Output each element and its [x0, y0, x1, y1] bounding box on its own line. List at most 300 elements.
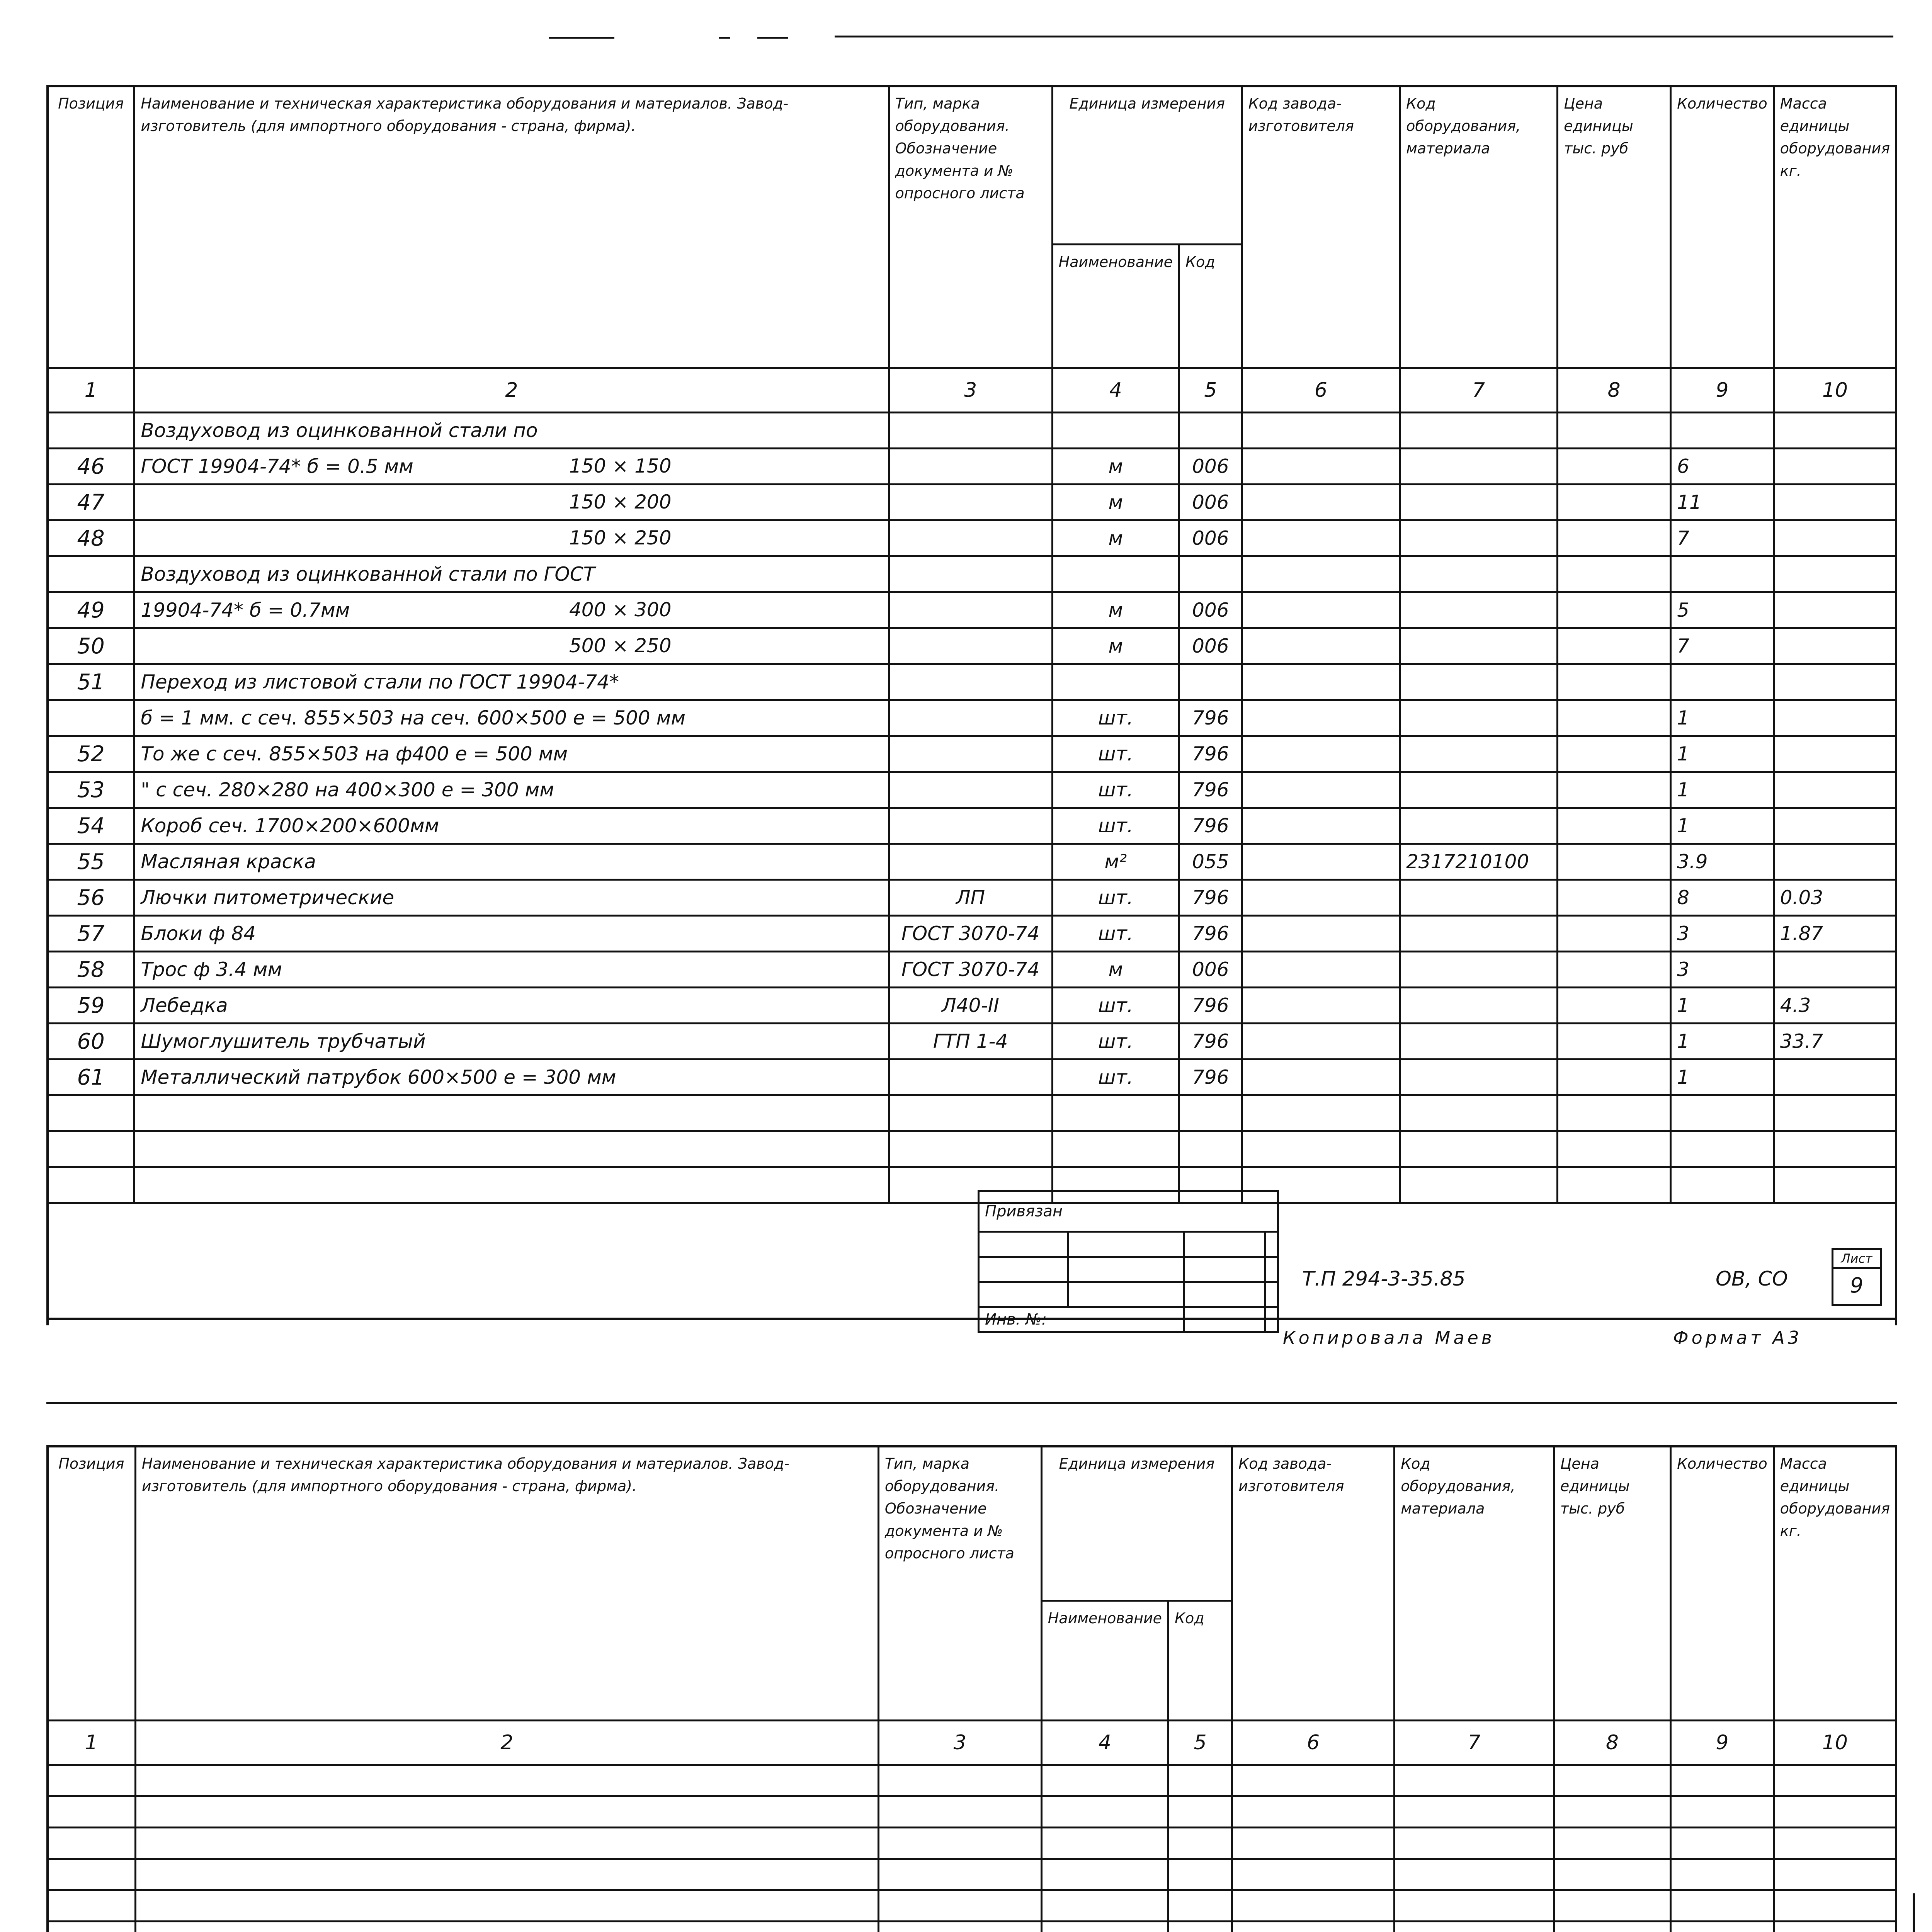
stamp-title: Привязан	[979, 1191, 1278, 1232]
col-number: 3	[889, 368, 1052, 413]
maker-code-cell	[1242, 449, 1400, 485]
unit-code-cell: 796	[1179, 700, 1242, 736]
equip-code-cell	[1400, 628, 1558, 664]
empty-table-row	[48, 1922, 1896, 1932]
maker-code-cell	[1242, 1024, 1400, 1060]
qty-cell: 8	[1671, 880, 1774, 916]
mass-cell	[1774, 592, 1896, 628]
table-row	[48, 520, 1896, 556]
empty-cell	[1041, 1922, 1168, 1932]
col-header-price: Цена единицы тыс. руб	[1554, 1446, 1670, 1721]
qty-cell: 1	[1671, 772, 1774, 808]
empty-cell	[48, 1765, 136, 1796]
price-cell	[1558, 880, 1671, 916]
price-cell	[1558, 700, 1671, 736]
empty-cell	[1395, 1796, 1554, 1828]
empty-cell	[48, 1859, 136, 1890]
empty-cell	[878, 1828, 1041, 1859]
mass-cell	[1774, 736, 1896, 772]
type-cell: ГОСТ 3070-74	[889, 916, 1052, 952]
sheet-number: 9	[1850, 1273, 1864, 1298]
section-code: ОВ, СО	[1716, 1267, 1788, 1291]
price-cell	[1558, 520, 1671, 556]
column-number-row	[48, 1721, 1896, 1765]
item-name: Воздуховод из оцинкованной стали по ГОСТ	[141, 563, 595, 585]
col-header-equip-code: Код оборудования, материала	[1395, 1446, 1554, 1721]
name-cell	[134, 556, 889, 592]
name-cell	[134, 880, 889, 916]
mass-cell	[1774, 413, 1896, 449]
unit-cell	[1052, 1095, 1179, 1131]
maker-code-cell	[1242, 1060, 1400, 1095]
table-row	[48, 664, 1896, 700]
col-number: 2	[134, 368, 889, 413]
type-cell	[889, 1095, 1052, 1131]
maker-code-cell	[1242, 592, 1400, 628]
empty-cell	[1554, 1765, 1670, 1796]
item-name: б = 1 мм. с сеч. 855×503 на сеч. 600×500 е = 500 мм	[141, 707, 686, 729]
qty-cell: 3	[1671, 916, 1774, 952]
spec-sheet-9	[46, 85, 1897, 1348]
unit-cell: шт.	[1052, 1024, 1179, 1060]
maker-code-cell	[1242, 772, 1400, 808]
col-number: 1	[48, 1721, 136, 1765]
qty-cell: 1	[1671, 1024, 1774, 1060]
type-cell	[889, 772, 1052, 808]
table-row	[48, 1131, 1896, 1167]
empty-cell	[135, 1922, 878, 1932]
col-header-maker-code: Код завода-изготовителя	[1232, 1446, 1395, 1721]
equip-code-cell	[1400, 772, 1558, 808]
empty-cell	[1554, 1828, 1670, 1859]
position-cell: 61	[48, 1060, 134, 1095]
unit-cell: шт.	[1052, 772, 1179, 808]
empty-cell	[878, 1796, 1041, 1828]
col-header-type: Тип, марка оборудования. Обозначение документа и № опросного листа	[878, 1446, 1041, 1721]
price-cell	[1558, 1131, 1671, 1167]
unit-code-cell: 796	[1179, 880, 1242, 916]
col-header-unit-code: Код	[1179, 245, 1242, 368]
unit-cell: м	[1052, 592, 1179, 628]
empty-cell	[1232, 1922, 1395, 1932]
table-row	[48, 413, 1896, 449]
empty-table-row	[48, 1890, 1896, 1922]
empty-cell	[1671, 1922, 1774, 1932]
col-header-maker-code: Код завода-изготовителя	[1242, 86, 1400, 368]
empty-table-row	[48, 1796, 1896, 1828]
position-cell	[48, 700, 134, 736]
name-cell	[134, 413, 889, 449]
col-header-name: Наименование и техническая характеристика оборудования и материалов. Завод-изготовитель (для импортного оборудования - страна, фирма).	[135, 1446, 878, 1721]
col-number: 3	[878, 1721, 1041, 1765]
col-header-unit: Единица измерения	[1041, 1446, 1232, 1601]
price-cell	[1558, 449, 1671, 485]
unit-cell: шт.	[1052, 736, 1179, 772]
empty-cell	[135, 1796, 878, 1828]
unit-code-cell: 006	[1179, 592, 1242, 628]
unit-code-cell: 055	[1179, 844, 1242, 880]
position-cell: 52	[48, 736, 134, 772]
maker-code-cell	[1242, 700, 1400, 736]
equip-code-cell	[1400, 700, 1558, 736]
item-dimension: 500 × 250	[569, 634, 672, 657]
top-mark-short	[549, 37, 614, 39]
sheet-label: Лист	[1833, 1250, 1880, 1269]
equip-code-cell	[1400, 664, 1558, 700]
unit-cell: шт.	[1052, 1060, 1179, 1095]
equip-code-cell	[1400, 1095, 1558, 1131]
item-name: Трос ф 3.4 мм	[141, 958, 282, 981]
sheet-separator-rule	[46, 1402, 1897, 1404]
qty-cell	[1671, 1095, 1774, 1131]
unit-code-cell: 006	[1179, 520, 1242, 556]
position-cell: 57	[48, 916, 134, 952]
col-number: 9	[1671, 368, 1774, 413]
empty-cell	[878, 1859, 1041, 1890]
empty-cell	[1395, 1765, 1554, 1796]
item-name: Блоки ф 84	[141, 922, 256, 945]
empty-cell	[135, 1859, 878, 1890]
price-cell	[1558, 808, 1671, 844]
position-cell: 54	[48, 808, 134, 844]
unit-code-cell	[1179, 556, 1242, 592]
col-header-unit-name: Наименование	[1041, 1601, 1168, 1721]
mass-cell: 33.7	[1774, 1024, 1896, 1060]
col-number: 4	[1052, 368, 1179, 413]
empty-cell	[1232, 1828, 1395, 1859]
empty-cell	[1671, 1828, 1774, 1859]
maker-code-cell	[1242, 1131, 1400, 1167]
name-cell	[134, 592, 889, 628]
equip-code-cell	[1400, 1167, 1558, 1203]
equip-code-cell	[1400, 952, 1558, 988]
empty-cell	[1554, 1890, 1670, 1922]
type-cell	[889, 1131, 1052, 1167]
qty-cell	[1671, 556, 1774, 592]
empty-cell	[135, 1765, 878, 1796]
equip-code-cell	[1400, 808, 1558, 844]
col-header-pos: Позиция	[48, 86, 134, 368]
name-cell	[134, 736, 889, 772]
qty-cell	[1671, 1131, 1774, 1167]
position-cell: 53	[48, 772, 134, 808]
table-row	[48, 592, 1896, 628]
col-number: 5	[1179, 368, 1242, 413]
empty-cell	[1168, 1859, 1232, 1890]
table-row	[48, 1060, 1896, 1095]
type-cell	[889, 413, 1052, 449]
empty-cell	[878, 1890, 1041, 1922]
empty-cell	[1671, 1859, 1774, 1890]
type-cell: ЛП	[889, 880, 1052, 916]
price-cell	[1558, 664, 1671, 700]
empty-cell	[48, 1828, 136, 1859]
name-cell	[134, 1024, 889, 1060]
mass-cell	[1774, 1095, 1896, 1131]
empty-cell	[135, 1828, 878, 1859]
empty-cell	[1395, 1922, 1554, 1932]
empty-cell	[1671, 1796, 1774, 1828]
name-cell	[134, 952, 889, 988]
qty-cell: 7	[1671, 628, 1774, 664]
table-row	[48, 952, 1896, 988]
unit-code-cell: 796	[1179, 736, 1242, 772]
mass-cell	[1774, 664, 1896, 700]
position-cell	[48, 556, 134, 592]
col-header-unit-code: Код	[1168, 1601, 1232, 1721]
empty-cell	[1774, 1765, 1896, 1796]
table-row	[48, 485, 1896, 520]
empty-cell	[1041, 1796, 1168, 1828]
mass-cell	[1774, 844, 1896, 880]
col-header-pos: Позиция	[48, 1446, 136, 1721]
empty-cell	[1041, 1859, 1168, 1890]
mass-cell	[1774, 628, 1896, 664]
empty-cell	[48, 1796, 136, 1828]
header-row	[48, 1446, 1896, 1601]
col-number: 7	[1395, 1721, 1554, 1765]
mass-cell	[1774, 772, 1896, 808]
table-row	[48, 772, 1896, 808]
unit-code-cell: 006	[1179, 485, 1242, 520]
item-name: 19904-74* б = 0.7мм	[141, 599, 350, 621]
table-row	[48, 1167, 1896, 1203]
maker-code-cell	[1242, 808, 1400, 844]
table-row	[48, 988, 1896, 1024]
mass-cell	[1774, 1060, 1896, 1095]
item-dimension: 400 × 300	[569, 599, 672, 621]
col-number: 2	[135, 1721, 878, 1765]
unit-code-cell: 796	[1179, 988, 1242, 1024]
maker-code-cell	[1242, 880, 1400, 916]
name-cell	[134, 449, 889, 485]
qty-cell: 7	[1671, 520, 1774, 556]
maker-code-cell	[1242, 664, 1400, 700]
unit-code-cell	[1179, 1131, 1242, 1167]
position-cell	[48, 1167, 134, 1203]
mass-cell: 4.3	[1774, 988, 1896, 1024]
name-cell	[134, 1167, 889, 1203]
empty-cell	[1168, 1828, 1232, 1859]
price-cell	[1558, 916, 1671, 952]
maker-code-cell	[1242, 413, 1400, 449]
type-cell	[889, 700, 1052, 736]
doc-code: Т.П 294-3-35.85	[1302, 1267, 1466, 1291]
empty-table-row	[48, 1859, 1896, 1890]
price-cell	[1558, 413, 1671, 449]
item-name: То же с сеч. 855×503 на ф400 е = 500 мм	[141, 743, 568, 765]
unit-code-cell: 006	[1179, 449, 1242, 485]
position-cell	[48, 413, 134, 449]
mass-cell: 1.87	[1774, 916, 1896, 952]
unit-code-cell	[1179, 664, 1242, 700]
name-cell	[134, 808, 889, 844]
unit-cell: шт.	[1052, 880, 1179, 916]
col-header-qty: Количество	[1671, 1446, 1774, 1721]
empty-cell	[1774, 1796, 1896, 1828]
unit-cell	[1052, 664, 1179, 700]
mass-cell	[1774, 1167, 1896, 1203]
binding-stamp	[978, 1190, 1279, 1333]
maker-code-cell	[1242, 628, 1400, 664]
frame-bottom-rule	[46, 1318, 1897, 1320]
table-row	[48, 844, 1896, 880]
mass-cell	[1774, 1131, 1896, 1167]
spec-table	[46, 1445, 1897, 1932]
empty-cell	[1774, 1922, 1896, 1932]
type-cell: ГТП 1-4	[889, 1024, 1052, 1060]
name-cell	[134, 844, 889, 880]
empty-cell	[1168, 1890, 1232, 1922]
maker-code-cell	[1242, 485, 1400, 520]
table-row	[48, 556, 1896, 592]
mass-cell	[1774, 556, 1896, 592]
col-number: 9	[1671, 1721, 1774, 1765]
unit-cell: м	[1052, 952, 1179, 988]
empty-cell	[1232, 1796, 1395, 1828]
qty-cell	[1671, 664, 1774, 700]
equip-code-cell	[1400, 1131, 1558, 1167]
unit-cell: шт.	[1052, 916, 1179, 952]
empty-cell	[48, 1922, 136, 1932]
mass-cell	[1774, 449, 1896, 485]
right-margin-mark	[1913, 1893, 1915, 1932]
empty-cell	[1041, 1765, 1168, 1796]
table-row	[48, 736, 1896, 772]
item-name: " с сеч. 280×280 на 400×300 е = 300 мм	[141, 779, 554, 801]
table-row	[48, 1095, 1896, 1131]
qty-cell	[1671, 1167, 1774, 1203]
item-name: ГОСТ 19904-74* б = 0.5 мм	[141, 455, 413, 478]
unit-cell: шт.	[1052, 808, 1179, 844]
col-number: 8	[1554, 1721, 1670, 1765]
mass-cell	[1774, 952, 1896, 988]
top-rule	[835, 36, 1893, 37]
empty-table-row	[48, 1828, 1896, 1859]
empty-cell	[1232, 1765, 1395, 1796]
col-number: 10	[1774, 368, 1896, 413]
type-cell	[889, 520, 1052, 556]
maker-code-cell	[1242, 916, 1400, 952]
unit-code-cell: 796	[1179, 772, 1242, 808]
copied-label: Копировала Маев	[1283, 1327, 1495, 1348]
table-row	[48, 449, 1896, 485]
col-header-equip-code: Код оборудования, материала	[1400, 86, 1558, 368]
empty-cell	[1671, 1890, 1774, 1922]
price-cell	[1558, 772, 1671, 808]
position-cell: 50	[48, 628, 134, 664]
empty-cell	[1041, 1890, 1168, 1922]
item-dimension: 150 × 200	[569, 491, 672, 513]
col-header-mass: Масса единицы оборудования кг.	[1774, 86, 1896, 368]
equip-code-cell	[1400, 485, 1558, 520]
spec-table	[46, 85, 1897, 1204]
position-cell: 49	[48, 592, 134, 628]
empty-cell	[1774, 1828, 1896, 1859]
equip-code-cell	[1400, 556, 1558, 592]
maker-code-cell	[1242, 736, 1400, 772]
price-cell	[1558, 1024, 1671, 1060]
type-cell	[889, 664, 1052, 700]
item-name: Шумоглушитель трубчатый	[141, 1030, 426, 1053]
equip-code-cell	[1400, 988, 1558, 1024]
qty-cell: 3	[1671, 952, 1774, 988]
maker-code-cell	[1242, 556, 1400, 592]
unit-cell: м	[1052, 449, 1179, 485]
item-name: Короб сеч. 1700×200×600мм	[141, 815, 439, 837]
unit-code-cell: 796	[1179, 1024, 1242, 1060]
empty-cell	[1554, 1859, 1670, 1890]
table-row	[48, 1024, 1896, 1060]
equip-code-cell: 2317210100	[1400, 844, 1558, 880]
empty-table-row	[48, 1765, 1896, 1796]
col-header-qty: Количество	[1671, 86, 1774, 368]
name-cell	[134, 916, 889, 952]
qty-cell: 1	[1671, 736, 1774, 772]
unit-code-cell	[1179, 1095, 1242, 1131]
name-cell	[134, 772, 889, 808]
equip-code-cell	[1400, 520, 1558, 556]
item-name: Масляная краска	[141, 850, 316, 873]
price-cell	[1558, 736, 1671, 772]
price-cell	[1558, 988, 1671, 1024]
empty-cell	[1774, 1890, 1896, 1922]
col-header-unit: Единица измерения	[1052, 86, 1242, 245]
name-cell	[134, 664, 889, 700]
unit-cell: м	[1052, 485, 1179, 520]
col-number: 1	[48, 368, 134, 413]
name-cell	[134, 1095, 889, 1131]
price-cell	[1558, 592, 1671, 628]
maker-code-cell	[1242, 844, 1400, 880]
unit-cell: м	[1052, 628, 1179, 664]
price-cell	[1558, 485, 1671, 520]
empty-cell	[1041, 1828, 1168, 1859]
equip-code-cell	[1400, 916, 1558, 952]
equip-code-cell	[1400, 1060, 1558, 1095]
empty-cell	[1168, 1922, 1232, 1932]
type-cell: Л40-II	[889, 988, 1052, 1024]
copied-signature: Маев	[1435, 1327, 1495, 1348]
equip-code-cell	[1400, 413, 1558, 449]
empty-cell	[1395, 1828, 1554, 1859]
col-number: 7	[1400, 368, 1558, 413]
type-cell	[889, 592, 1052, 628]
price-cell	[1558, 628, 1671, 664]
maker-code-cell	[1242, 520, 1400, 556]
equip-code-cell	[1400, 736, 1558, 772]
unit-code-cell: 796	[1179, 916, 1242, 952]
name-cell	[134, 700, 889, 736]
qty-cell: 1	[1671, 700, 1774, 736]
unit-cell: м²	[1052, 844, 1179, 880]
empty-cell	[1554, 1796, 1670, 1828]
empty-cell	[1232, 1859, 1395, 1890]
type-cell	[889, 844, 1052, 880]
unit-cell: шт.	[1052, 988, 1179, 1024]
unit-cell: м	[1052, 520, 1179, 556]
qty-cell: 1	[1671, 808, 1774, 844]
unit-code-cell	[1179, 413, 1242, 449]
column-number-row	[48, 368, 1896, 413]
name-cell	[134, 1131, 889, 1167]
item-name: Лебедка	[141, 994, 228, 1017]
empty-cell	[48, 1890, 136, 1922]
header-row	[48, 86, 1896, 245]
name-cell	[134, 520, 889, 556]
type-cell	[889, 556, 1052, 592]
qty-cell: 11	[1671, 485, 1774, 520]
